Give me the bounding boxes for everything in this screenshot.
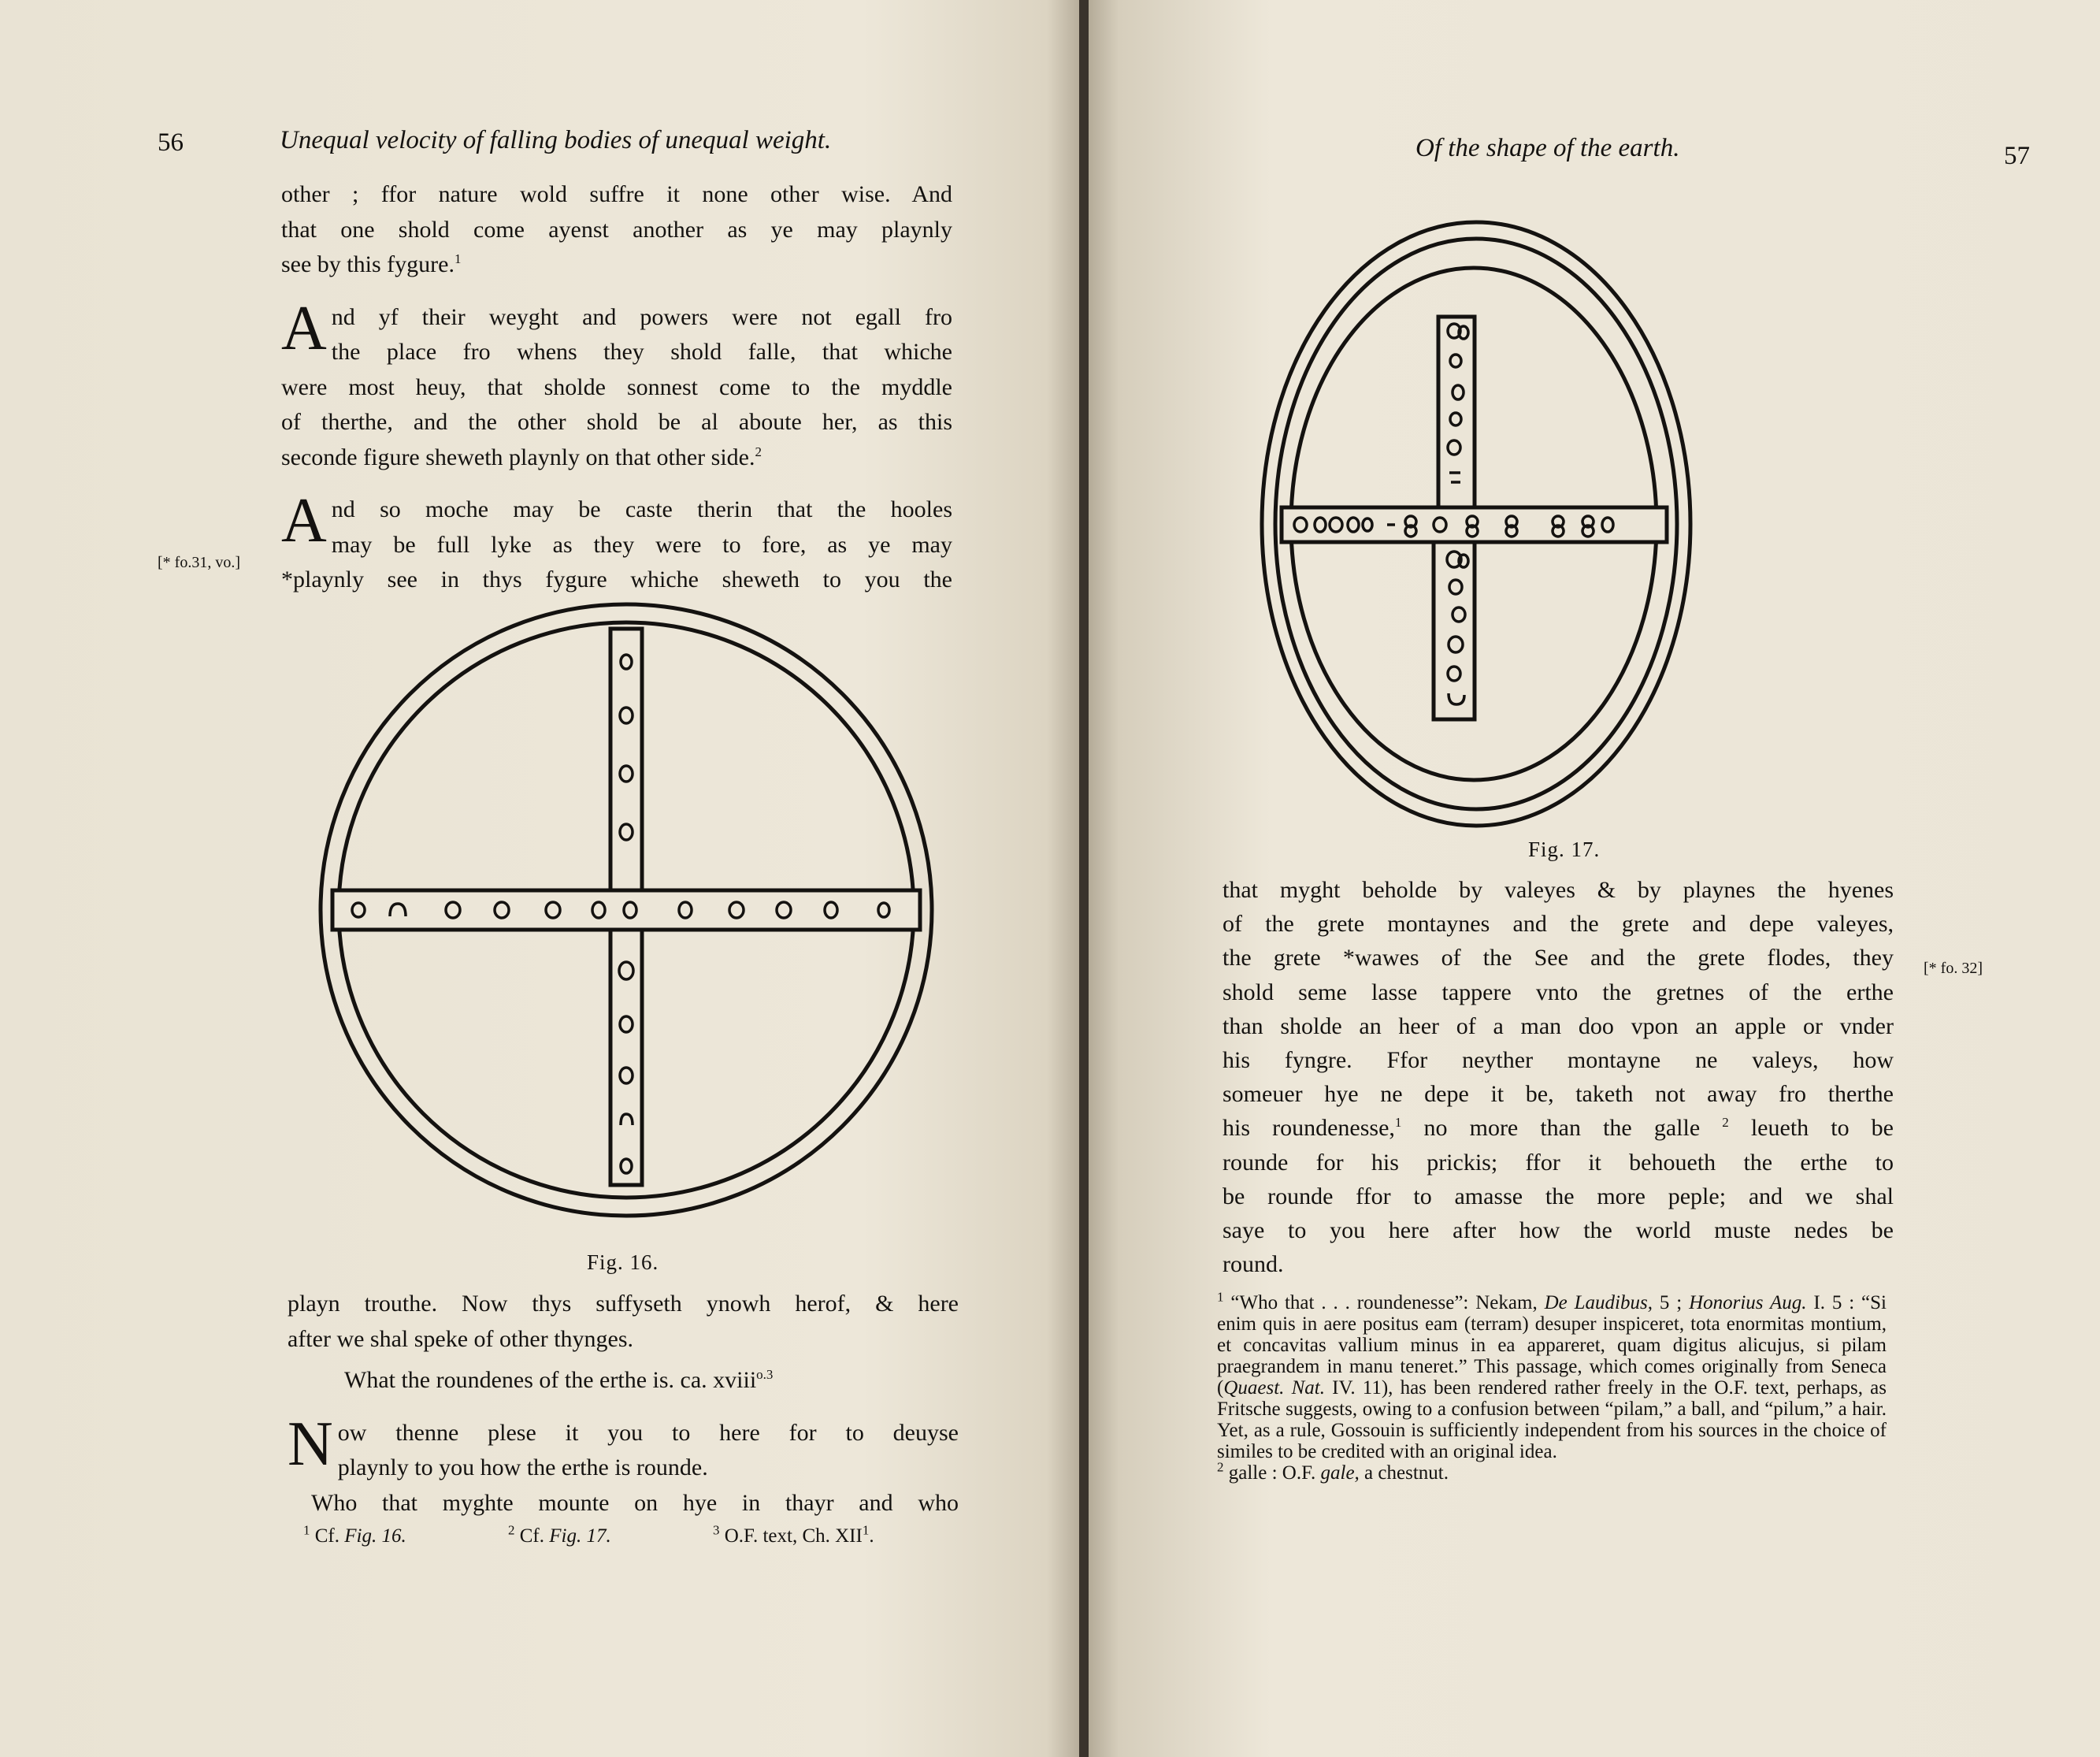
margin-note: [* fo. 32] [1924, 960, 1983, 977]
book-gutter [1079, 0, 1089, 1757]
running-head: Unequal velocity of falling bodies of unequal weight. [280, 126, 832, 154]
text-line: ow thenne plese it you to here for to deuyse [337, 1419, 959, 1446]
text-line: playnly to you how the erthe is rounde. [337, 1454, 708, 1480]
text-line: rounde for his prickis; ffor it behoueth the erthe to [1223, 1149, 1894, 1176]
margin-note: [* fo.31, vo.] [158, 554, 240, 571]
drop-initial: N [288, 1409, 333, 1479]
footnote-2: $^2$ galle : O.F. gale, a chestnut. [1217, 1459, 1449, 1484]
text-line: playn trouthe. Now thys suffyseth ynowh herof, & here [288, 1291, 959, 1317]
text-line: his roundenesse,$^1$ no more than the galle $^2$ leueth to be [1223, 1115, 1894, 1142]
text-line: his fyngre. Ffor neyther montayne ne valeys, how [1223, 1047, 1894, 1074]
text-line: the place fro whens they shold falle, that whiche [331, 339, 952, 365]
text-line: of therthe, and the other shold be al aboute her, as this [281, 409, 952, 435]
text-line: that one shold come ayenst another as ye may playnly [281, 216, 952, 243]
footnotes [1217, 1289, 1887, 1484]
footnote-1: $^1$ “Who that . . . roundenesse”: Nekam, De Laudibus, 5 ; Honorius Aug. I. 5 : “Si enim quis in aere positus eam (terram) desuper inspiceret, tota enormitas montium, et concavitas vallium minus in ea appareret, quam digitus alicujus, si pilam praegrandem in manu teneret.” This passage, which comes originally from Seneca (Quaest. Nat. IV. 11), has been rendered rather freely in the O.F. text, perhaps, as Fritsche suggests, owing to a confusion between “pilam,” a ball, and “pilum,” a hair. Yet, as a rule, Gossouin is sufficiently independent from his sources in the choice of similes to be credited with an original idea. [1217, 1289, 1887, 1462]
text-line: Who that myghte mounte on hye in thayr and who [311, 1489, 959, 1516]
figure-caption: Fig. 17. [1528, 838, 1601, 861]
text-line: the grete *wawes of the See and the grete flodes, they [1223, 945, 1894, 971]
text-line: nd yf their weyght and powers were not egall fro [331, 303, 952, 330]
footnote-3: $^3$ O.F. text, Ch. XII$^1$. [713, 1522, 874, 1547]
text-block-lower [288, 1287, 959, 1521]
text-line: nd so moche may be caste therin that the hooles [331, 496, 952, 522]
page-number: 57 [2004, 142, 2030, 170]
paragraph-drop-a [281, 293, 952, 476]
text-line: be rounde ffor to amasse the more peple; and we shal [1223, 1183, 1894, 1209]
running-head: Of the shape of the earth. [1415, 134, 1680, 162]
text-line: after we shal speke of other thynges. [288, 1325, 634, 1352]
vertical-bar-bottom [610, 930, 642, 1185]
chapter-heading: What the roundenes of the erthe is. ca. xviii$^{o.3}$ [344, 1367, 774, 1393]
text-line: were most heuy, that sholde sonnest come to the myddle [281, 373, 952, 400]
text-line: round. [1223, 1251, 1284, 1278]
text-line: of the grete montaynes and the grete and depe valeyes, [1223, 911, 1894, 938]
text-block-upper [281, 177, 952, 598]
drop-initial: A [281, 486, 327, 555]
horizontal-bar [332, 890, 920, 930]
paragraph-drop-n [288, 1409, 959, 1486]
drop-initial: A [281, 293, 327, 363]
text-line: someuer hye ne depe it be, taketh not away fro therthe [1223, 1081, 1894, 1108]
figure-caption: Fig. 16. [587, 1250, 659, 1274]
text-line: other ; ffor nature wold suffre it none other wise. And [281, 181, 952, 207]
text-line: *playnly see in thys fygure whiche sheweth to you the [281, 566, 952, 592]
text-line: seconde figure sheweth playnly on that other side.$^2$ [281, 444, 762, 470]
footnote-1: $^1$ Cf. Fig. 16. [303, 1522, 406, 1547]
text-line: that myght beholde by valeyes & by playnes the hyenes [1223, 877, 1894, 903]
figure-17 [1257, 213, 1698, 827]
text-line: than sholde an heer of a man doo vpon an apple or vnder [1223, 1012, 1894, 1039]
footnote-2: $^2$ Cf. Fig. 17. [508, 1522, 611, 1547]
text-line: saye to you here after how the world muste nedes be [1223, 1217, 1894, 1244]
text-line: shold seme lasse tappere vnto the gretnes of the erthe [1223, 979, 1894, 1005]
paragraph-drop-b [281, 486, 952, 598]
page-number: 56 [158, 128, 184, 157]
figure-16 [315, 599, 937, 1229]
text-line: see by this fygure.$^1$ [281, 251, 462, 277]
right-page [1089, 0, 2100, 1757]
text-line: may be full lyke as they were to fore, as ye may [331, 531, 952, 558]
text-block [1223, 873, 1894, 1281]
